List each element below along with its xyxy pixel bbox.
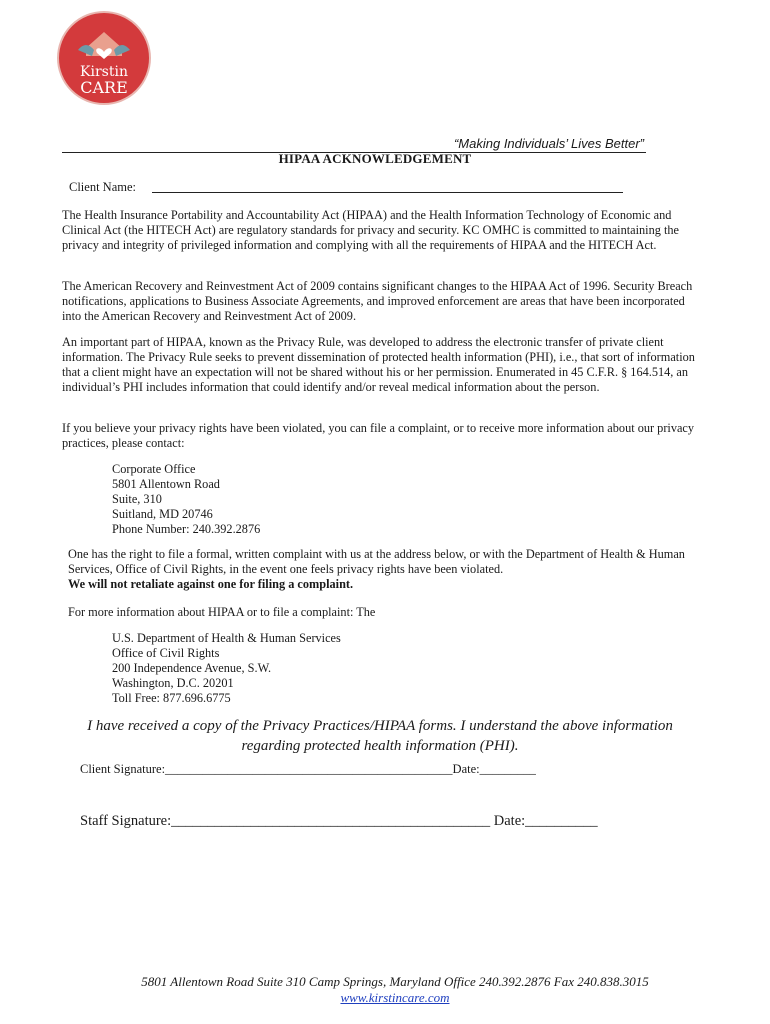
footer: [0, 974, 770, 1006]
complaint-rights-text: One has the right to file a formal, written complaint with us at the address below, or with the Department of Health & Human Services, Office of Civil Rights, in the event one feels privacy rights have been violated.: [68, 547, 685, 576]
document-title: HIPAA ACKNOWLEDGEMENT: [278, 151, 472, 166]
hhs-address-line: 200 Independence Avenue, S.W.: [112, 661, 272, 675]
corporate-phone: Phone Number: 240.392.2876: [112, 522, 261, 536]
logo-text-care: CARE: [80, 78, 128, 97]
paragraph-privacy-rule: An important part of HIPAA, known as the Privacy Rule, was developed to address the electronic transfer of private client information. The Privacy Rule seeks to prevent dissemination of protected health information (PHI), i.e., that sort of information that a client might have an expectation will not be shared without his or her permission. Enumerated in 45 C.F.R. § 164.514, an individual’s PHI includes information that could identify and/or reveal medical information about the person.: [62, 335, 695, 394]
acknowledgement-statement: I have received a copy of the Privacy Practices/HIPAA forms. I understand the above information regarding protected health information (PHI).: [87, 718, 673, 754]
corporate-address: [112, 462, 260, 537]
website-link[interactable]: www.kirstincare.com: [340, 990, 450, 1005]
logo-text-kirstin: Kirstin: [80, 64, 128, 80]
client-name-field[interactable]: [152, 192, 623, 193]
footer-address: 5801 Allentown Road Suite 310 Camp Springs, Maryland Office 240.392.2876 Fax 240.838.3015: [141, 974, 649, 989]
hhs-address-line: Washington, D.C. 20201: [112, 676, 234, 690]
corporate-address-line: 5801 Allentown Road: [112, 477, 220, 491]
tagline: “Making Individuals’ Lives Better”: [453, 136, 644, 151]
kirstin-care-logo: [56, 10, 152, 106]
no-retaliation-statement: We will not retaliate against one for filing a complaint.: [68, 577, 354, 591]
corporate-address-line: Suitland, MD 20746: [112, 507, 213, 521]
paragraph-contact-intro: If you believe your privacy rights have been violated, you can file a complaint, or to receive more information about our privacy practices, please contact:: [62, 421, 695, 450]
paragraph-hipaa-intro: The Health Insurance Portability and Accountability Act (HIPAA) and the Health Information Technology of Economic and Clinical Act (the HITECH Act) are regulatory standards for privacy and security. KC OMHC is committed to maintaining the privacy and integrity of privileged information and complying with all the requirements of HIPAA and the HITECH Act.: [62, 208, 679, 252]
client-signature-line[interactable]: Client Signature:______________________________________________Date:_________: [80, 762, 536, 776]
hhs-toll-free: Toll Free: 877.696.6775: [112, 691, 231, 705]
paragraph-more-info: For more information about HIPAA or to file a complaint: The: [68, 605, 376, 619]
hhs-address: [112, 631, 341, 706]
client-name-label: Client Name:: [69, 180, 136, 194]
corporate-address-line: Corporate Office: [112, 462, 196, 476]
corporate-address-line: Suite, 310: [112, 492, 162, 506]
paragraph-complaint-rights: [68, 547, 708, 592]
staff-signature-line[interactable]: Staff Signature:____________________________________________ Date:__________: [80, 813, 598, 829]
hhs-address-line: Office of Civil Rights: [112, 646, 220, 660]
paragraph-recovery-act: The American Recovery and Reinvestment Act of 2009 contains significant changes to the HIPAA Act of 1996. Security Breach notifications, applications to Business Associate Agreements, and improved enforcement are areas that have been incorporated into the American Recovery and Reinvestment Act of 2009.: [62, 279, 693, 323]
hhs-address-line: U.S. Department of Health & Human Services: [112, 631, 341, 645]
